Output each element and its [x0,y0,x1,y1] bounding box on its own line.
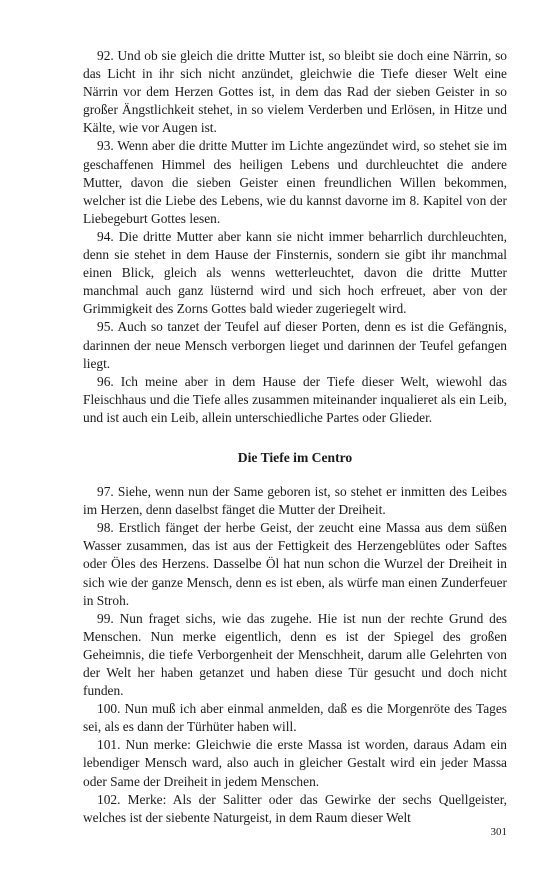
paragraph-100: 100. Nun muß ich aber einmal anmelden, daß es die Morgenröte des Tages sei, als es dann der Türhüter haben will. [83,701,507,735]
paragraph-95: 95. Auch so tanzet der Teufel auf dieser Porten, denn es ist die Gefängnis, darinnen der neue Mensch verborgen lieget und darinnen der Teufel gefangen liegt. [83,319,507,371]
text-block-top [83,47,507,427]
paragraph-93: 93. Wenn aber die dritte Mutter im Lichte angezündet wird, so stehet sie im geschaffenen Himmel des heiligen Lebens und durchleuchtet die andere Mutter, davon die sieben Geister einen freundlichen Willen bekommen, welcher ist die Liebe des Lebens, wie du kannst davorne im 8. Kapitel von der Liebegeburt Gottes lesen. [83,138,507,226]
paragraph-98: 98. Erstlich fänget der herbe Geist, der zeucht eine Massa aus dem süßen Wasser zusammen, das ist aus der Fettigkeit des Herzengeblütes oder Saftes oder Öles des Herzens. Dasselbe Öl hat nun schon die Wurzel der Dreiheit in sich wie der ganze Mensch, denn es ist eben, als würfe man einen Zunderfeuer in Stroh. [83,520,507,608]
paragraph-97: 97. Siehe, wenn nun der Same geboren ist, so stehet er inmitten des Leibes im Herzen, denn daselbst fänget die Mutter der Dreiheit. [83,484,507,518]
paragraph-94: 94. Die dritte Mutter aber kann sie nicht immer beharrlich durchleuchten, denn sie stehet in dem Hause der Finsternis, sondern sie gibt ihr manchmal einen Blick, gleich als wenns wetterleuchtet, davon die dritte Mutter manchmal auch ganz lüsternd wird und sich hoch erfreuet, aber von der Grimmigkeit des Zorns Gottes bald wieder zugeriegelt wird. [83,228,507,317]
text-block-bottom [83,483,507,827]
paragraph-92: 92. Und ob sie gleich die dritte Mutter ist, so bleibt sie doch eine Närrin, so das Licht in ihr sich nicht anzündet, gleichwie die Tiefe dieser Welt eine Närrin vor dem Herzen Gottes ist, in dem das Rad der sieben Geister in so großer Ängstlichkeit stehet, in so vielem Verderben und Erlösen, in Hitze und Kälte, wie vor Augen ist. [83,48,507,136]
paragraph-99: 99. Nun fraget sichs, wie das zugehe. Hie ist nun der rechte Grund des Menschen. Nun merke eigentlich, denn es ist der Spiegel des großen Geheimnis, die tiefe Verborgenheit der Menschheit, darum alle Gelehrten von der Welt her haben getanzet und haben diese Tür gesucht und doch nicht funden. [83,610,507,699]
page-body [83,47,507,827]
paragraph-102: 102. Merke: Als der Salitter oder das Gewirke der sechs Quellgeister, welches ist der siebente Naturgeist, in dem Raum dieser Welt [83,791,507,825]
page-number: 301 [490,826,507,838]
section-heading: Die Tiefe im Centro [237,449,353,465]
paragraph-101: 101. Nun merke: Gleichwie die erste Massa ist worden, daraus Adam ein lebendiger Mensch ward, also auch in gleicher Gestalt wird ein jeder Massa oder Same der Dreiheit in jedem Menschen. [83,737,507,789]
paragraph-96: 96. Ich meine aber in dem Hause der Tiefe dieser Welt, wiewohl das Fleischhaus und die Tiefe alles zusammen miteinander inqualieret als ein Leib, und ist auch ein Leib, allein unterschiedliche Partes oder Glieder. [83,373,507,425]
